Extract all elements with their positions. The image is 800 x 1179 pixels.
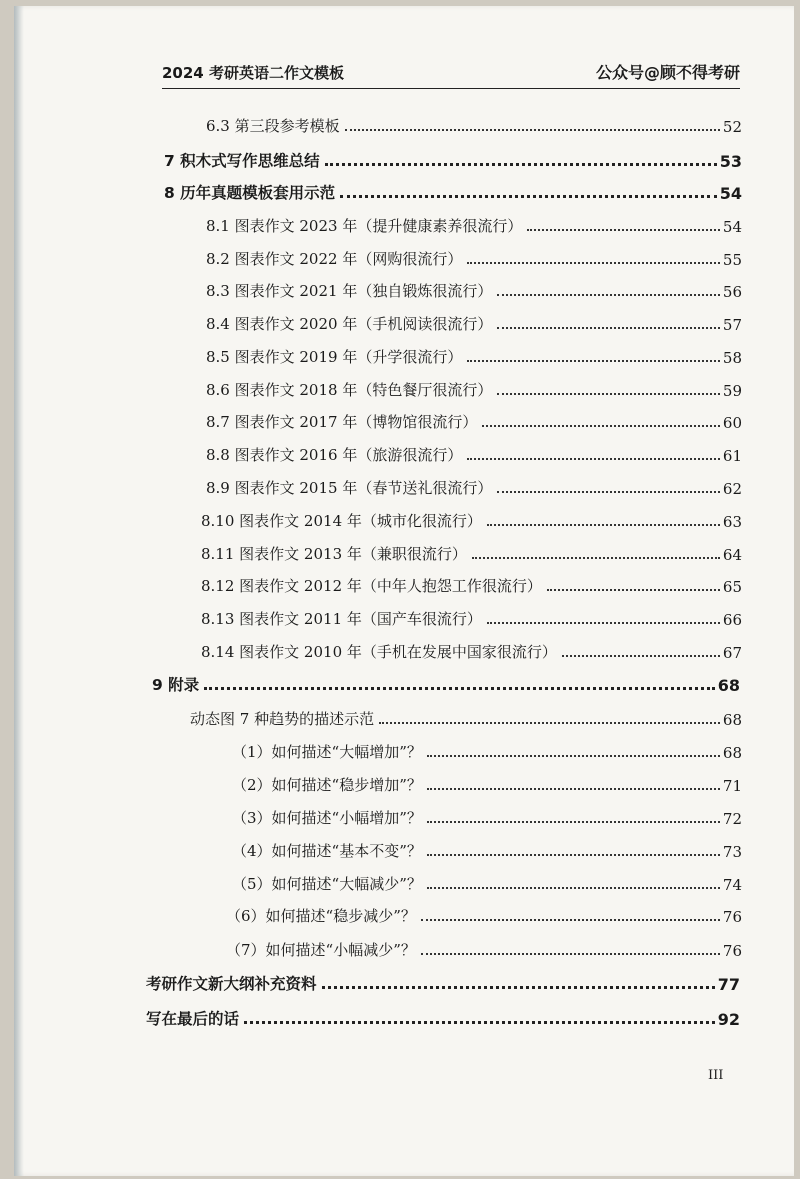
toc-entry — [201, 538, 742, 564]
toc-entry-title: 8.2 图表作文 2022 年（网购很流行） — [206, 250, 463, 268]
toc-entry — [206, 406, 742, 432]
toc-entry-title: 动态图 7 种趋势的描述示范 — [190, 710, 375, 728]
toc-entry — [206, 439, 742, 465]
toc-entry-title: 9 附录 — [152, 676, 200, 694]
dot-leader — [322, 986, 715, 989]
toc-entry — [206, 374, 742, 400]
toc-entry-page-number: 57 — [722, 316, 742, 334]
dot-leader — [482, 425, 720, 427]
toc-entry-page-number: 68 — [722, 711, 742, 729]
toc-entry-page-number: 56 — [722, 283, 742, 301]
toc-entry-title: （5）如何描述“大幅减少”？ — [232, 875, 422, 893]
toc-entry-page-number: 71 — [722, 777, 742, 795]
toc-entry — [206, 243, 742, 269]
toc-entry-page-number: 61 — [722, 447, 742, 465]
header-account-name: 公众号@顾不得考研 — [595, 63, 740, 82]
header-book-title: 2024 考研英语二作文模板 — [162, 64, 344, 82]
toc-entry-page-number: 58 — [722, 349, 742, 367]
toc-entry-title: 8.11 图表作文 2013 年（兼职很流行） — [201, 545, 467, 563]
toc-entry-page-number: 52 — [722, 118, 742, 136]
toc-entry — [206, 210, 742, 236]
toc-entry-title: （6）如何描述“稳步减少”？ — [226, 907, 416, 925]
toc-entry — [164, 177, 742, 203]
toc-entry-title: （4）如何描述“基本不变”？ — [232, 842, 422, 860]
toc-entry — [232, 835, 742, 861]
toc-entry-title: 8.7 图表作文 2017 年（博物馆很流行） — [206, 413, 478, 431]
toc-entry — [201, 603, 742, 629]
toc-entry-title: （1）如何描述“大幅增加”？ — [232, 743, 422, 761]
dot-leader — [427, 821, 720, 823]
toc-entry-title: 8.3 图表作文 2021 年（独自锻炼很流行） — [206, 282, 493, 300]
toc-entry-title: 6.3 第三段参考模板 — [206, 117, 340, 135]
toc-entry-page-number: 67 — [722, 644, 742, 662]
toc-entry-title: 8.4 图表作文 2020 年（手机阅读很流行） — [206, 315, 493, 333]
toc-entry — [164, 145, 742, 171]
dot-leader — [497, 294, 720, 296]
toc-entry-page-number: 54 — [719, 184, 742, 203]
toc-entry-title: 8.6 图表作文 2018 年（特色餐厅很流行） — [206, 381, 493, 399]
toc-entry-title: 8.14 图表作文 2010 年（手机在发展中国家很流行） — [201, 643, 557, 661]
toc-entry-title: 8.8 图表作文 2016 年（旅游很流行） — [206, 446, 463, 464]
toc-entry-page-number: 68 — [722, 744, 742, 762]
toc-entry — [152, 669, 740, 695]
toc-entry — [232, 736, 742, 762]
toc-entry-page-number: 76 — [722, 908, 742, 926]
toc-entry — [190, 703, 742, 729]
toc-entry — [201, 505, 742, 531]
toc-entry-page-number: 53 — [719, 152, 742, 171]
toc-entry-title: （7）如何描述“小幅减少”？ — [226, 941, 416, 959]
dot-leader — [547, 589, 720, 591]
toc-entry-page-number: 68 — [717, 676, 740, 695]
toc-entry — [226, 934, 742, 960]
toc-entry-title: 8.13 图表作文 2011 年（国产车很流行） — [201, 610, 482, 628]
dot-leader — [467, 360, 720, 362]
toc-entry — [146, 1003, 740, 1029]
dot-leader — [204, 687, 715, 690]
dot-leader — [340, 195, 717, 198]
toc-entry-title: （3）如何描述“小幅增加”？ — [232, 809, 422, 827]
dot-leader — [527, 229, 720, 231]
toc-entry-title: 写在最后的话 — [146, 1010, 240, 1028]
dot-leader — [467, 458, 720, 460]
toc-entry — [206, 308, 742, 334]
toc-entry-page-number: 62 — [722, 480, 742, 498]
toc-entry-page-number: 76 — [722, 942, 742, 960]
toc-entry-page-number: 72 — [722, 810, 742, 828]
dot-leader — [497, 327, 720, 329]
table-of-contents — [14, 6, 794, 1106]
dot-leader — [562, 655, 720, 657]
dot-leader — [427, 755, 720, 757]
toc-entry-title: 8.12 图表作文 2012 年（中年人抱怨工作很流行） — [201, 577, 542, 595]
toc-entry-title: 8 历年真题模板套用示范 — [164, 184, 336, 202]
dot-leader — [421, 919, 720, 921]
dot-leader — [467, 262, 720, 264]
toc-entry-page-number: 60 — [722, 414, 742, 432]
toc-entry-title: 8.1 图表作文 2023 年（提升健康素养很流行） — [206, 217, 523, 235]
toc-entry — [206, 275, 742, 301]
toc-entry-page-number: 54 — [722, 218, 742, 236]
toc-entry-title: （2）如何描述“稳步增加”？ — [232, 776, 422, 794]
toc-entry — [232, 769, 742, 795]
dot-leader — [497, 491, 720, 493]
toc-entry-title: 考研作文新大纲补充资料 — [146, 975, 317, 993]
dot-leader — [487, 622, 720, 624]
toc-entry-title: 8.5 图表作文 2019 年（升学很流行） — [206, 348, 463, 366]
toc-entry — [206, 110, 742, 136]
toc-entry-page-number: 73 — [722, 843, 742, 861]
toc-entry-page-number: 92 — [717, 1010, 740, 1029]
toc-entry — [226, 900, 742, 926]
page-number: III — [708, 1068, 724, 1083]
dot-leader — [325, 163, 717, 166]
toc-entry — [232, 868, 742, 894]
toc-entry-page-number: 55 — [722, 251, 742, 269]
toc-entry — [206, 472, 742, 498]
toc-entry-page-number: 77 — [717, 975, 740, 994]
dot-leader — [345, 129, 720, 131]
toc-entry-title: 8.9 图表作文 2015 年（春节送礼很流行） — [206, 479, 493, 497]
toc-entry — [201, 570, 742, 596]
toc-entry-page-number: 74 — [722, 876, 742, 894]
dot-leader — [487, 524, 720, 526]
dot-leader — [427, 788, 720, 790]
toc-entry-page-number: 59 — [722, 382, 742, 400]
toc-entry-page-number: 63 — [722, 513, 742, 531]
toc-entry — [206, 341, 742, 367]
toc-entry-title: 8.10 图表作文 2014 年（城市化很流行） — [201, 512, 482, 530]
toc-entry — [201, 636, 742, 662]
document-page — [14, 6, 794, 1176]
dot-leader — [379, 722, 720, 724]
toc-entry — [232, 802, 742, 828]
dot-leader — [244, 1021, 715, 1024]
toc-entry-page-number: 66 — [722, 611, 742, 629]
toc-entry-title: 7 积木式写作思维总结 — [164, 152, 320, 170]
dot-leader — [427, 887, 720, 889]
toc-entry-page-number: 64 — [722, 546, 742, 564]
toc-entry — [146, 968, 740, 994]
dot-leader — [497, 393, 720, 395]
toc-entry-page-number: 65 — [722, 578, 742, 596]
dot-leader — [472, 557, 720, 559]
dot-leader — [427, 854, 720, 856]
dot-leader — [421, 953, 720, 955]
